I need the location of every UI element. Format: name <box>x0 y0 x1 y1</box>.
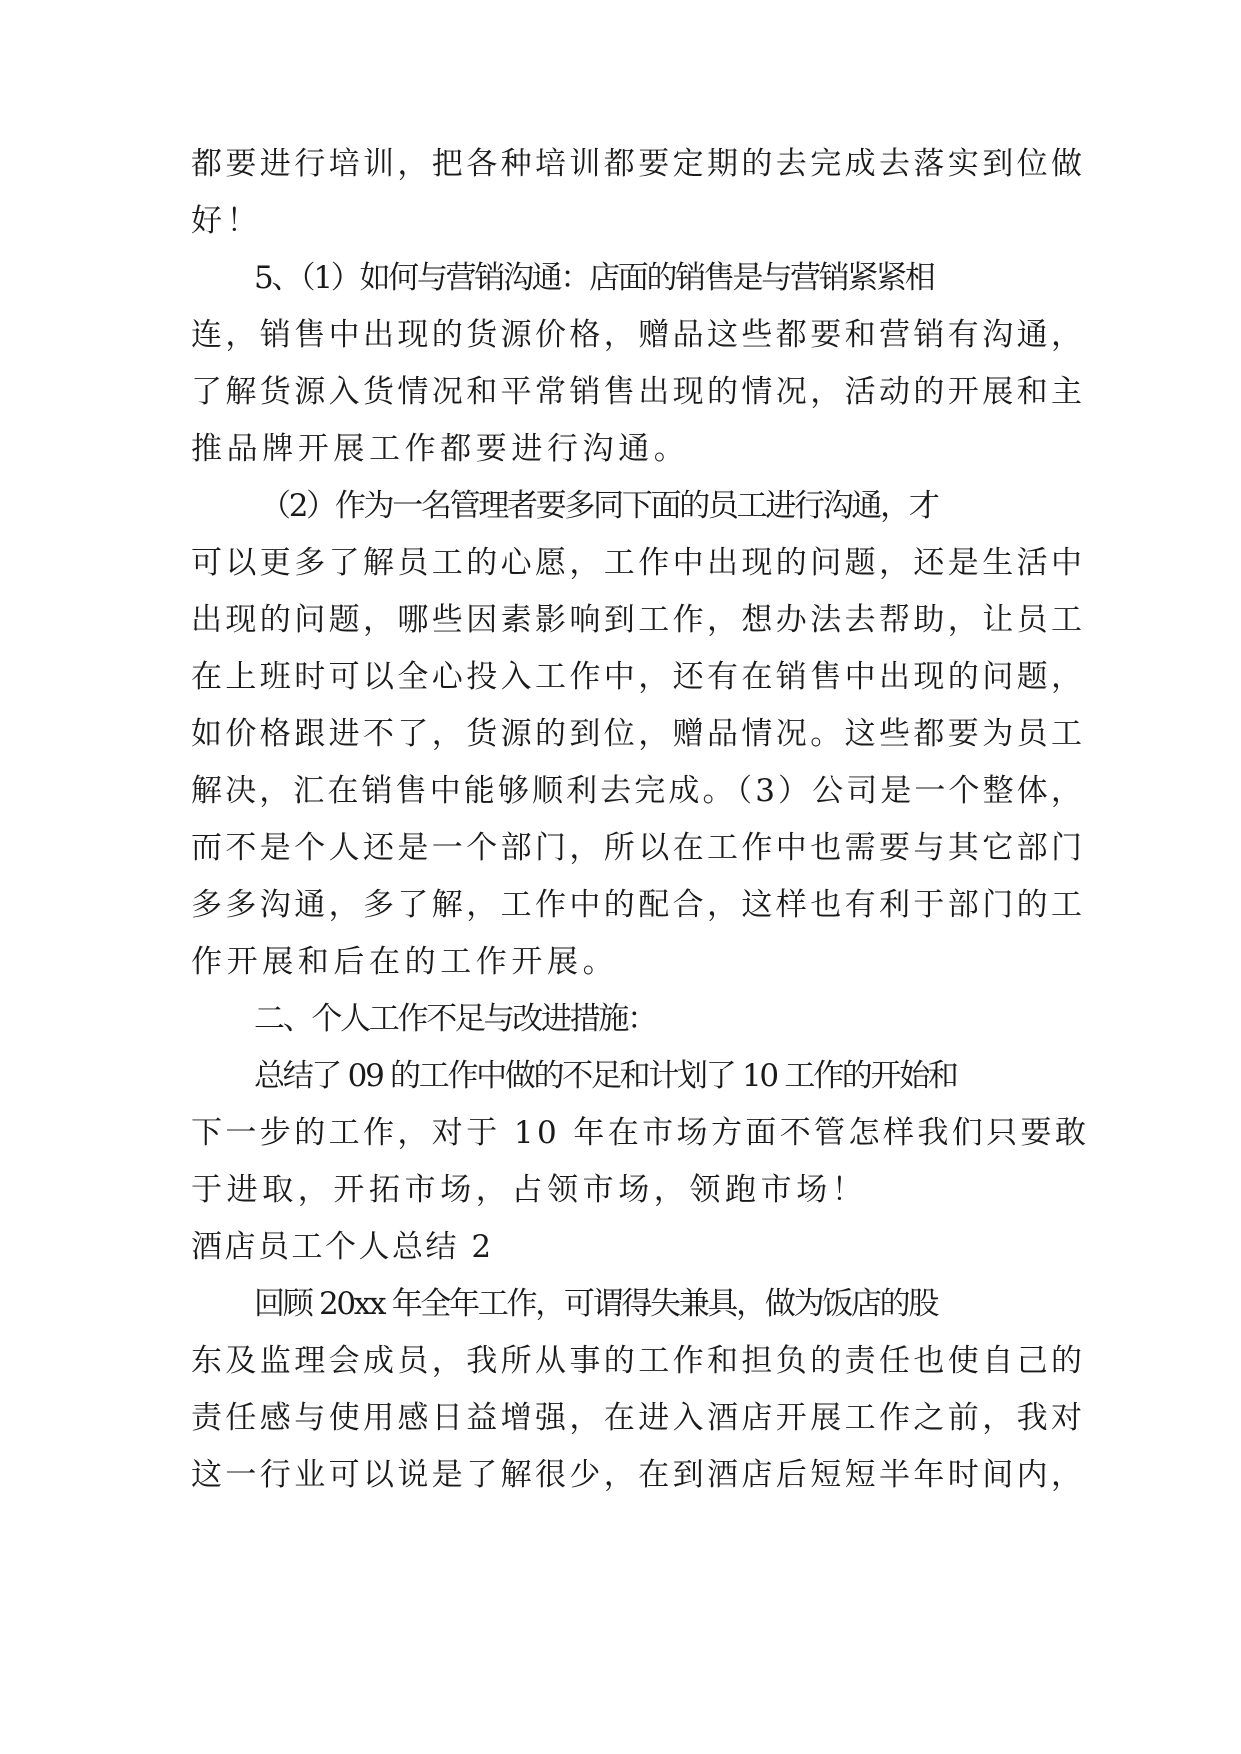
article-title: 酒店员工个人总结 2 <box>191 1229 494 1265</box>
text-line: 出现的问题，哪些因素影响到工作，想办法去帮助，让员工 <box>191 602 1086 638</box>
text-line: 责任感与使用感日益增强，在进入酒店开展工作之前，我对 <box>191 1400 1086 1436</box>
text-line: 可以更多了解员工的心愿，工作中出现的问题，还是生活中 <box>191 545 1086 581</box>
text-line: 多多沟通，多了解，工作中的配合，这样也有利于部门的工 <box>191 887 1086 923</box>
text-line: 解决，汇在销售中能够顺利去完成。（3）公司是一个整体， <box>191 773 1085 809</box>
text-line: 连，销售中出现的货源价格，赠品这些都要和营销有沟通， <box>191 317 1086 353</box>
text-line: 下一步的工作，对于 10 年在市场方面不管怎样我们只要敢 <box>191 1115 1090 1151</box>
section-heading: 二、个人工作不足与改进措施： <box>254 1001 656 1037</box>
text-line: 好！ <box>191 203 263 239</box>
text-line: 这一行业可以说是了解很少，在到酒店后短短半年时间内， <box>191 1457 1086 1493</box>
paragraph-start: 回顾 20xx 年全年工作，可谓得失兼具，做为饭店的股 <box>254 1286 938 1322</box>
text-line: 如价格跟进不了，货源的到位，赠品情况。这些都要为员工 <box>191 716 1086 752</box>
paragraph-start: （2）作为一名管理者要多同下面的员工进行沟通，才 <box>260 488 938 524</box>
text-line: 于进取，开拓市场，占领市场，领跑市场！ <box>191 1172 868 1208</box>
text-line: 东及监理会成员，我所从事的工作和担负的责任也使自己的 <box>191 1343 1086 1379</box>
paragraph-start: 5、（1）如何与营销沟通：店面的销售是与营销紧紧相 <box>254 260 934 296</box>
text-line: 而不是个人还是一个部门，所以在工作中也需要与其它部门 <box>191 830 1086 866</box>
text-line: 在上班时可以全心投入工作中，还有在销售中出现的问题， <box>191 659 1086 695</box>
text-line: 作开展和后在的工作开展。 <box>191 944 619 980</box>
text-line: 都要进行培训，把各种培训都要定期的去完成去落实到位做 <box>191 146 1086 182</box>
paragraph-start: 总结了 09 的工作中做的不足和计划了 10 工作的开始和 <box>254 1058 957 1094</box>
text-line: 了解货源入货情况和平常销售出现的情况，活动的开展和主 <box>191 374 1086 410</box>
text-line: 推品牌开展工作都要进行沟通。 <box>191 431 690 467</box>
